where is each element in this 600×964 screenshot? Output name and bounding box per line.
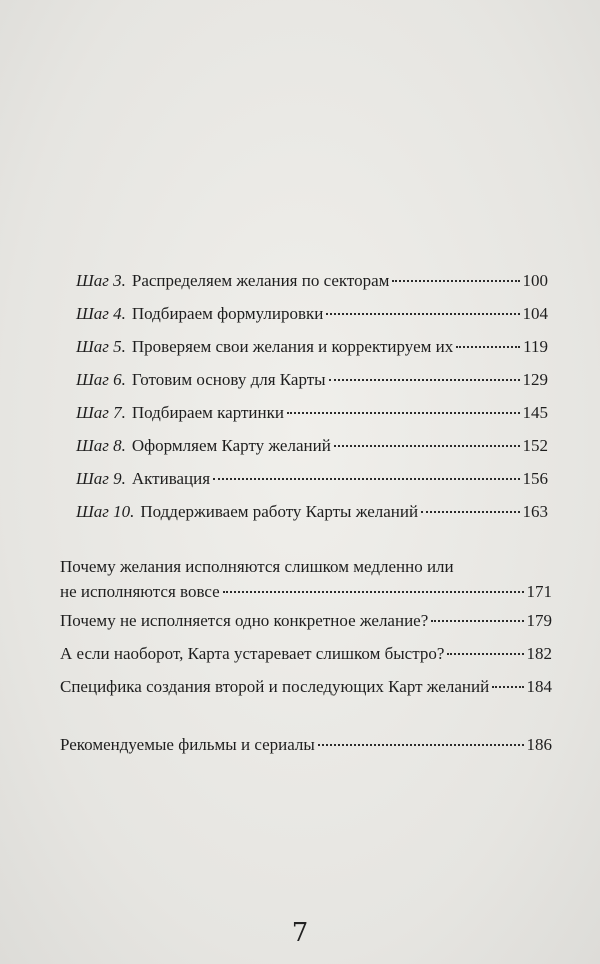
page-ref: 184 [526,677,552,696]
page-ref: 145 [522,403,548,422]
step-number: Шаг 10. [76,502,135,521]
toc-entry-step-7[interactable] [76,402,548,424]
toc-entry-chapter-2[interactable] [60,610,552,632]
toc-entry-chapter-4[interactable] [60,676,552,698]
dot-leader [326,313,519,315]
page-ref: 163 [522,502,548,521]
toc-entry-step-3[interactable] [76,270,548,292]
step-number: Шаг 6. [76,370,126,389]
page-ref: 104 [522,304,548,323]
step-title: Активация [131,469,211,488]
toc-entry-step-5[interactable] [76,336,548,358]
step-number: Шаг 8. [76,436,126,455]
step-title: Готовим основу для Карты [131,370,326,389]
page-number: 7 [291,918,309,948]
dot-leader [447,653,523,655]
dot-leader [329,379,520,381]
toc-entry-chapter-1[interactable] [60,556,552,603]
toc-entry-step-8[interactable] [76,435,548,457]
chapter-title: Почему не исполняется одно конкретное желание? [60,611,429,630]
step-number: Шаг 3. [76,271,126,290]
step-title: Подбираем картинки [131,403,284,422]
appendix-title: Рекомендуемые фильмы и сериалы [60,735,315,754]
step-number: Шаг 9. [76,469,126,488]
page-ref: 156 [522,469,548,488]
page-ref: 119 [523,337,548,356]
toc-entry-appendix[interactable] [60,734,552,756]
page-ref: 186 [526,735,552,754]
dot-leader [431,620,523,622]
step-title: Подбираем формулировки [131,304,324,323]
chapter-title-line-1: Почему желания исполняются слишком медленно или [60,557,454,576]
toc-entry-step-6[interactable] [76,369,548,391]
chapter-title: Специфика создания второй и последующих Карт желаний [60,677,490,696]
dot-leader [456,346,520,348]
toc-entry-step-10[interactable] [76,501,548,523]
page-ref: 152 [522,436,548,455]
dot-leader [421,511,519,513]
page-ref: 100 [522,271,548,290]
step-title: Оформляем Карту желаний [131,436,331,455]
chapter-title-line-2: не исполняются вовсе [60,582,220,601]
step-number: Шаг 4. [76,304,126,323]
dot-leader [492,686,523,688]
toc-entry-chapter-3[interactable] [60,643,552,665]
page-ref: 129 [522,370,548,389]
step-number: Шаг 7. [76,403,126,422]
dot-leader [287,412,520,414]
toc-entry-step-4[interactable] [76,303,548,325]
step-title: Распределяем желания по секторам [131,271,390,290]
toc-entry-step-9[interactable] [76,468,548,490]
page-ref: 182 [526,644,552,663]
step-title: Поддерживаем работу Карты желаний [140,502,419,521]
dot-leader [392,280,519,282]
dot-leader [213,478,519,480]
dot-leader [223,591,524,593]
chapter-title: А если наоборот, Карта устаревает слишком быстро? [60,644,445,663]
step-number: Шаг 5. [76,337,126,356]
page-ref: 171 [526,582,552,601]
page-ref: 179 [526,611,552,630]
step-title: Проверяем свои желания и корректируем их [131,337,454,356]
dot-leader [334,445,520,447]
dot-leader [318,744,524,746]
